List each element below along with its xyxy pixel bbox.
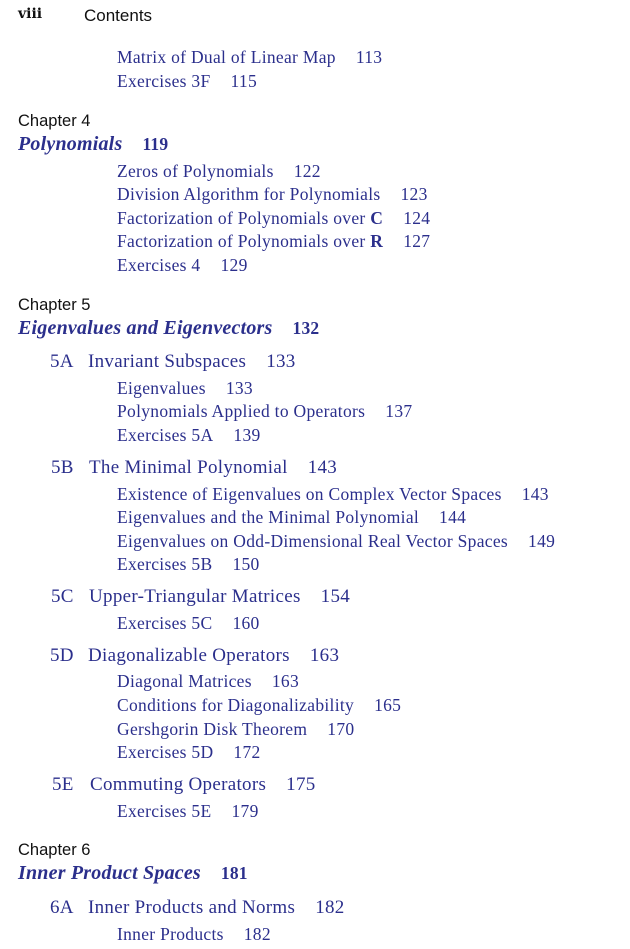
entry-page: 124 [403, 208, 431, 228]
entry-page: 163 [271, 671, 300, 691]
toc-entry[interactable] [117, 184, 428, 205]
entry-title: Eigenvalues and the Minimal Polynomial [117, 507, 420, 527]
toc-entry[interactable] [117, 47, 382, 68]
entry-page: 122 [293, 161, 321, 181]
entry-page: 137 [385, 401, 413, 421]
section-code: 6A [50, 897, 74, 918]
entry-title: Division Algorithm for Polynomials [117, 184, 381, 204]
toc-entry[interactable] [117, 255, 248, 276]
entry-title: Factorization of Polynomials over [117, 208, 366, 228]
chapter-label: Chapter 5 [18, 296, 91, 314]
entry-title: Existence of Eigenvalues on Complex Vector Spaces [117, 484, 502, 504]
toc-entry[interactable] [117, 425, 261, 446]
section-page: 163 [309, 645, 340, 666]
entry-page: 123 [400, 184, 428, 204]
entry-title: Exercises 5B [117, 554, 213, 574]
chapter-page: 181 [220, 863, 248, 883]
section-heading[interactable] [52, 774, 316, 796]
section-code: 5D [50, 645, 74, 666]
section-code: 5A [50, 351, 74, 372]
entry-title: Inner Products [117, 924, 224, 944]
toc-entry[interactable] [117, 801, 259, 822]
entry-page: 143 [521, 484, 549, 504]
entry-page: 149 [528, 531, 556, 551]
entry-page: 115 [230, 71, 258, 91]
section-title: The Minimal Polynomial [89, 457, 288, 478]
chapter-title-text: Inner Product Spaces [18, 862, 201, 884]
header-title: Contents [84, 6, 153, 25]
entry-title: Matrix of Dual of Linear Map [117, 47, 336, 67]
entry-page: 139 [233, 425, 261, 445]
chapter-title[interactable] [18, 317, 319, 340]
toc-entry[interactable] [117, 924, 271, 945]
toc-entry[interactable] [117, 531, 555, 552]
toc-entry[interactable] [117, 161, 321, 182]
entry-page: 133 [225, 378, 253, 398]
entry-title: Exercises 5A [117, 425, 214, 445]
section-page: 182 [315, 897, 345, 918]
entry-page: 150 [232, 554, 260, 574]
section-heading[interactable] [51, 586, 350, 608]
entry-title: Zeros of Polynomials [117, 161, 274, 181]
entry-page: 172 [233, 742, 261, 762]
entry-title: Exercises 5C [117, 613, 213, 633]
chapter-page: 132 [292, 318, 320, 338]
toc-entry[interactable] [117, 378, 253, 399]
section-code: 5B [51, 457, 74, 478]
section-page: 133 [266, 351, 296, 372]
section-title: Inner Products and Norms [88, 897, 296, 918]
toc-entry[interactable] [117, 695, 401, 716]
section-heading[interactable] [51, 457, 337, 479]
toc-entry[interactable] [117, 719, 354, 740]
section-heading[interactable] [50, 645, 339, 667]
entry-title: Exercises 5D [117, 742, 214, 762]
page-number: viii [18, 6, 43, 22]
entry-page: 127 [403, 231, 431, 251]
section-page: 154 [320, 586, 351, 607]
entry-page: 144 [439, 507, 467, 527]
entry-page: 160 [232, 613, 260, 633]
section-title: Invariant Subspaces [88, 351, 247, 372]
entry-title: Exercises 5E [117, 801, 212, 821]
toc-entry[interactable] [117, 554, 260, 575]
entry-page: 179 [231, 801, 259, 821]
entry-page: 170 [327, 719, 355, 739]
chapter-page: 119 [142, 134, 169, 154]
entry-page: 113 [355, 47, 383, 67]
section-code: 5E [52, 774, 74, 795]
entry-title: Eigenvalues on Odd-Dimensional Real Vector Spaces [117, 531, 509, 551]
entry-title: Eigenvalues [117, 378, 206, 398]
entry-title: Diagonal Matrices [117, 671, 252, 691]
chapter-label: Chapter 4 [18, 112, 91, 130]
toc-entry[interactable] [117, 507, 466, 528]
toc-entry[interactable] [117, 484, 549, 505]
section-title: Upper-Triangular Matrices [89, 586, 301, 607]
entry-title: Exercises 3F [117, 71, 211, 91]
toc-entry[interactable] [117, 671, 299, 692]
chapter-title[interactable] [18, 133, 168, 156]
entry-title: Exercises 4 [117, 255, 201, 275]
section-heading[interactable] [50, 351, 296, 373]
toc-entry[interactable] [117, 71, 257, 92]
real-field-symbol: R [370, 231, 384, 251]
chapter-title-text: Polynomials [18, 133, 123, 155]
chapter-title-text: Eigenvalues and Eigenvectors [18, 317, 273, 339]
toc-entry[interactable] [117, 613, 260, 634]
toc-entry[interactable] [117, 742, 261, 763]
section-page: 143 [307, 457, 338, 478]
toc-entry[interactable] [117, 401, 412, 422]
entry-title: Factorization of Polynomials over [117, 231, 366, 251]
toc-entry[interactable] [117, 231, 430, 252]
section-title: Commuting Operators [90, 774, 267, 795]
chapter-label: Chapter 6 [18, 841, 91, 859]
entry-page: 129 [220, 255, 248, 275]
complex-field-symbol: C [370, 208, 384, 228]
toc-entry[interactable] [117, 208, 430, 229]
chapter-title[interactable] [18, 862, 248, 885]
entry-title: Gershgorin Disk Theorem [117, 719, 308, 739]
entry-page: 182 [243, 924, 271, 944]
section-code: 5C [51, 586, 74, 607]
section-page: 175 [286, 774, 316, 795]
section-heading[interactable] [50, 897, 345, 919]
entry-title: Polynomials Applied to Operators [117, 401, 366, 421]
section-title: Diagonalizable Operators [88, 645, 290, 666]
entry-page: 165 [374, 695, 402, 715]
entry-title: Conditions for Diagonalizability [117, 695, 355, 715]
